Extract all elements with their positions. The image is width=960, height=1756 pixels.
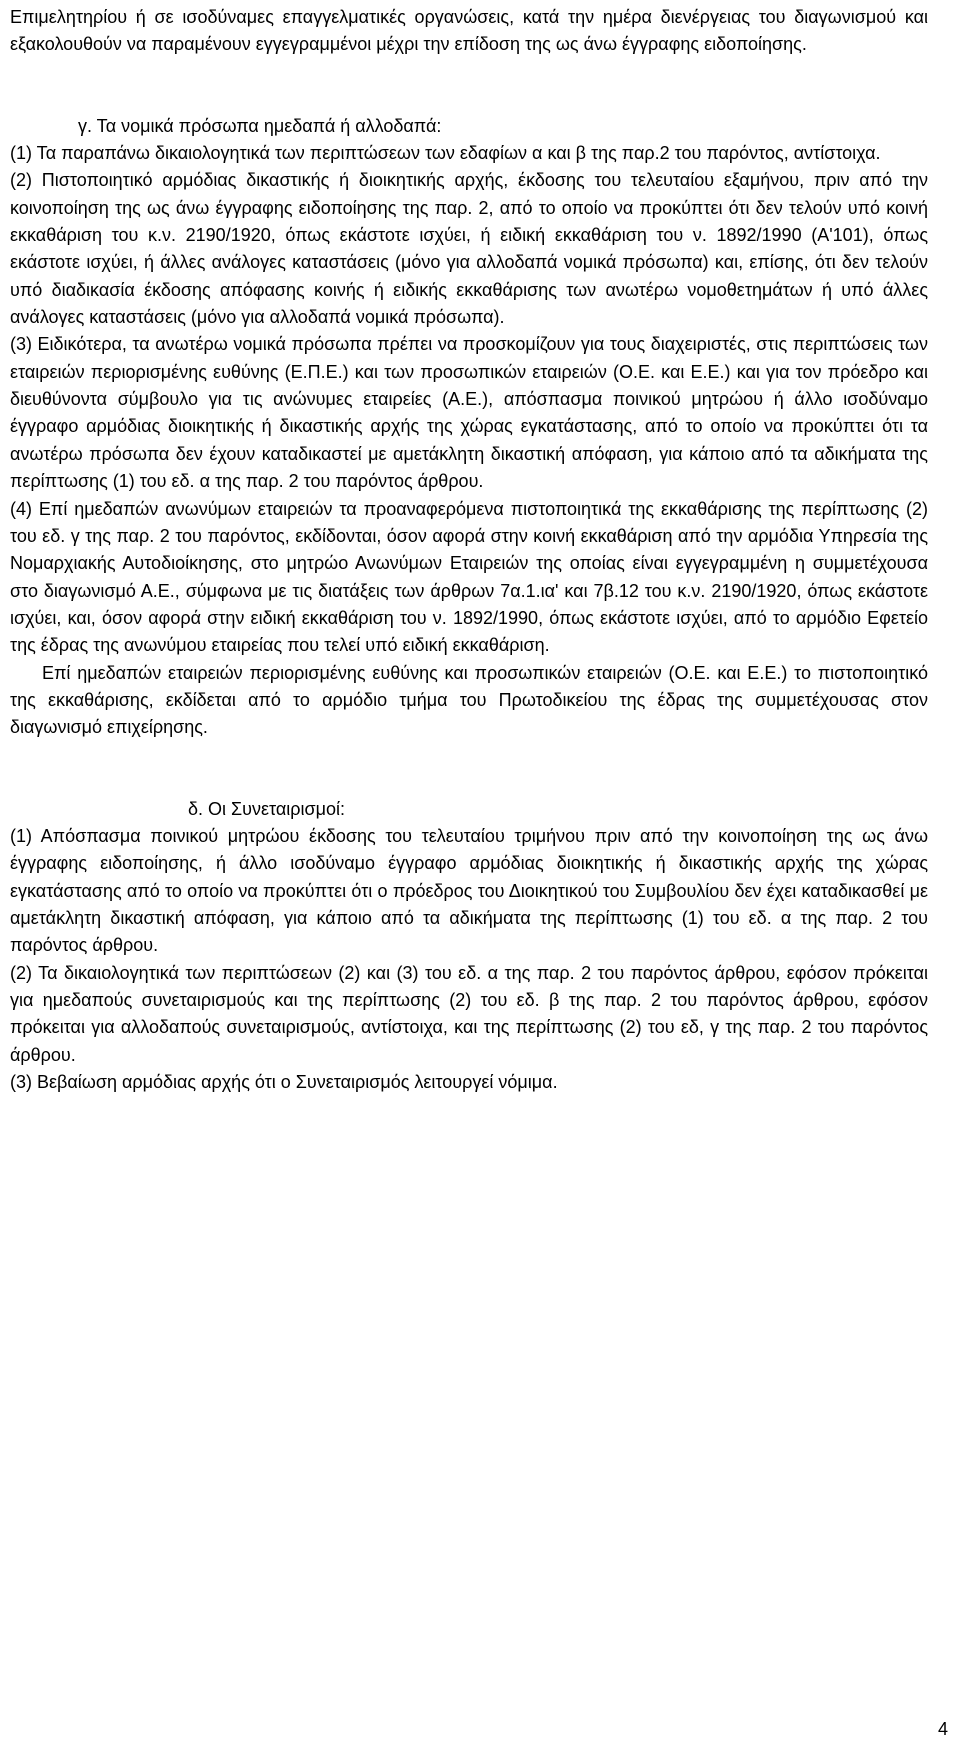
paragraph-gap xyxy=(10,742,928,796)
paragraph-g-2: (2) Πιστοποιητικό αρμόδιας δικαστικής ή διοικητικής αρχής, έκδοσης του τελευταίου εξαμήνου, πριν από την κοινοποίηση της ως άνω έγγραφης ειδοποίησης της παρ. 2, από το οποίο να προκύπτει ότι δεν τελούν υπό κοινή εκκαθάριση του κ.ν. 2190/1920, όπως εκάστοτε ισχύει, ή ειδική εκκαθάριση του ν. 1892/1990 (Α'101), όπως εκάστοτε ισχύει, ή άλλες ανάλογες καταστάσεις (μόνο για αλλοδαπά νομικά πρόσωπα) και, επίσης, ότι δεν τελούν υπό διαδικασία έκδοσης απόφασης κοινής ή ειδικής εκκαθάρισης των ανωτέρω νομοθετημάτων ή υπό άλλες ανάλογες καταστάσεις (μόνο για αλλοδαπά νομικά πρόσωπα). xyxy=(10,170,928,328)
paragraph-d-3: (3) Βεβαίωση αρμόδιας αρχής ότι ο Συνεταιρισμός λειτουργεί νόμιμα. xyxy=(10,1072,558,1093)
paragraph-g-1: (1) Τα παραπάνω δικαιολογητικά των περιπτώσεων των εδαφίων α και β της παρ.2 του παρόντος, αντίστοιχα. xyxy=(10,143,881,164)
heading-section-d: δ. Οι Συνεταιρισμοί: xyxy=(188,798,346,819)
document-page xyxy=(10,4,928,1096)
paragraph-g-4-continuation: Επί ημεδαπών εταιρειών περιορισμένης ευθύνης και προσωπικών εταιρειών (Ο.Ε. και Ε.Ε.) το πιστοποιητικό της εκκαθάρισης, εκδίδεται από το αρμόδιο τμήμα του Πρωτοδικείου της έδρας της συμμετέχουσας στον διαγωνισμό επιχείρησης. xyxy=(10,662,928,738)
paragraph-g-3: (3) Ειδικότερα, τα ανωτέρω νομικά πρόσωπα πρέπει να προσκομίζουν για τους διαχειριστές, στις περιπτώσεις των εταιρειών περιορισμένης ευθύνης (Ε.Π.Ε.) και των προσωπικών εταιρειών (Ο.Ε. και Ε.Ε.) και για τον πρόεδρο και διευθύνοντα σύμβουλο για τις ανώνυμες εταιρείες (Α.Ε.), απόσπασμα ποινικού μητρώου ή άλλο ισοδύναμο έγγραφο αρμόδιας διοικητικής ή δικαστικής αρχής της χώρας εγκατάστασης, από το οποίο να προκύπτει ότι τα ανωτέρω πρόσωπα δεν έχουν καταδικαστεί με αμετάκλητη δικαστική απόφαση, για κάποιο από τα αδικήματα της περίπτωσης (1) του εδ. α της παρ. 2 του παρόντος άρθρου. xyxy=(10,334,928,492)
paragraph-d-1: (1) Απόσπασμα ποινικού μητρώου έκδοσης του τελευταίου τριμήνου πριν από την κοινοποίηση της ως άνω έγγραφης ειδοποίησης, ή άλλο ισοδύναμο έγγραφο αρμόδιας διοικητικής ή δικαστικής αρχής της χώρας εγκατάστασης από το οποίο να προκύπτει ότι ο πρόεδρος του Διοικητικού του Συμβουλίου δεν έχει καταδικασθεί με αμετάκλητη δικαστική απόφαση, για κάποιο από τα αδικήματα της περίπτωσης (1) του εδ. α της παρ. 2 του παρόντος άρθρου. xyxy=(10,825,928,956)
paragraph-d-2: (2) Τα δικαιολογητικά των περιπτώσεων (2) και (3) του εδ. α της παρ. 2 του παρόντος άρθρου, εφόσον πρόκειται για ημεδαπούς συνεταιρισμούς και της περίπτωσης (2) του εδ. β της παρ. 2 του παρόντος άρθρου, εφόσον πρόκειται για αλλοδαπούς συνεταιρισμούς, αντίστοιχα, και της περίπτωσης (2) του εδ, γ της παρ. 2 του παρόντος άρθρου. xyxy=(10,962,928,1065)
paragraph-g-4: (4) Επί ημεδαπών ανωνύμων εταιρειών τα προαναφερόμενα πιστοποιητικά της εκκαθάρισης της περίπτωσης (2) του εδ. γ της παρ. 2 του παρόντος, εκδίδονται, όσον αφορά στην κοινή εκκαθάριση από την αρμόδια Υπηρεσία της Νομαρχιακής Αυτοδιοίκησης, στο μητρώο Ανωνύμων Εταιρειών της οποίας είναι εγγεγραμμένη η συμμετέχουσα στο διαγωνισμό Α.Ε., σύμφωνα με τις διατάξεις των άρθρων 7α.1.ια' και 7β.12 του κ.ν. 2190/1920, όπως εκάστοτε ισχύει, και, όσον αφορά στην ειδική εκκαθάριση του ν. 1892/1990, όπως εκάστοτε ισχύει, από το αρμόδιο Εφετείο της έδρας της ανωνύμου εταιρείας που τελεί υπό ειδική εκκαθάριση. xyxy=(10,498,928,656)
heading-section-g: γ. Τα νομικά πρόσωπα ημεδαπά ή αλλοδαπά: xyxy=(78,115,442,136)
paragraph-continuation: Επιμελητηρίου ή σε ισοδύναμες επαγγελματικές οργανώσεις, κατά την ημέρα διενέργειας του διαγωνισμού και εξακολουθούν να παραμένουν εγγεγραμμένοι μέχρι την επίδοση της ως άνω έγγραφης ειδοποίησης. xyxy=(10,7,928,55)
page-number: 4 xyxy=(938,1719,949,1739)
paragraph-gap xyxy=(10,59,928,113)
